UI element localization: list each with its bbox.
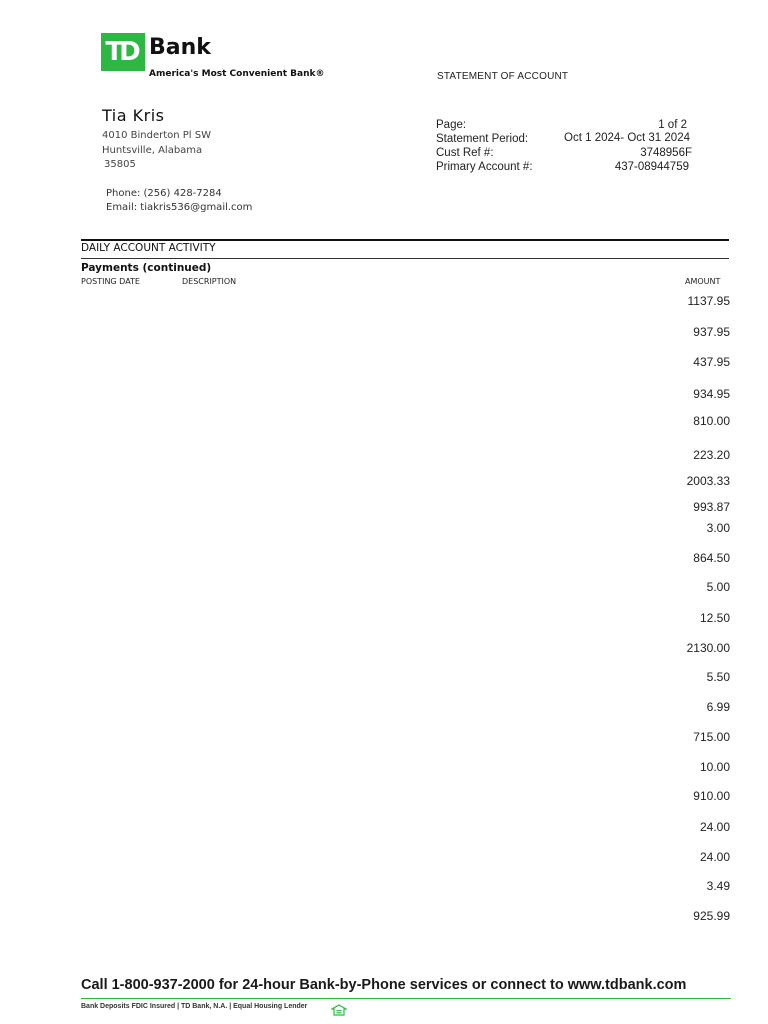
column-header-amount: AMOUNT [685,277,721,286]
info-custref-label: Cust Ref #: [436,147,494,159]
payment-amount: 937.95 [693,325,730,339]
payment-amount: 910.00 [693,789,730,803]
footer-call-text: Call 1-800-937-2000 for 24-hour Bank-by-Phone services or connect to www.tdbank.com [81,977,687,993]
statement-title: STATEMENT OF ACCOUNT [437,71,569,82]
section-rule-top [81,239,729,241]
activity-title: DAILY ACCOUNT ACTIVITY [81,242,216,254]
info-page-label: Page: [436,119,467,131]
info-custref-value: 3748956F [640,147,692,159]
payment-amount: 934.95 [693,387,730,401]
payment-amount: 6.99 [706,700,730,714]
customer-zip: 35805 [104,159,136,170]
payment-amount: 1137.95 [687,294,730,308]
bank-wordmark: Bank [149,35,211,60]
payment-amount: 5.50 [706,670,730,684]
payment-amount: 437.95 [693,355,730,369]
column-header-posting-date: POSTING DATE [81,277,140,286]
payments-subtitle: Payments (continued) [81,262,212,274]
payment-amount: 864.50 [693,551,730,565]
footer-rule [81,998,731,999]
info-account-label: Primary Account #: [436,161,533,173]
payment-amount: 810.00 [693,414,730,428]
payment-amount: 993.87 [693,500,730,514]
customer-name: Tia Kris [102,106,165,125]
payment-amount: 715.00 [693,730,730,744]
payment-amount: 223.20 [693,448,730,462]
payment-amount: 2130.00 [686,641,730,655]
equal-housing-icon [331,1003,347,1015]
payment-amount: 24.00 [699,850,730,864]
info-account-value: 437-08944759 [614,161,689,173]
bank-tagline: America's Most Convenient Bank® [149,69,325,79]
payment-amount: 24.00 [699,820,730,834]
info-period-label: Statement Period: [436,133,529,145]
customer-address-line1: 4010 Binderton Pl SW [102,130,211,141]
payment-amount: 10.00 [699,760,730,774]
td-logo-mark: TD [101,33,145,71]
payment-amount: 3.49 [706,879,730,893]
footer-legal-text: Bank Deposits FDIC Insured | TD Bank, N.A. | Equal Housing Lender [81,1003,308,1010]
payment-amount: 925.99 [693,909,730,923]
payment-amount: 12.50 [699,611,730,625]
customer-phone: Phone: (256) 428-7284 [106,188,222,199]
payment-amount: 3.00 [706,521,730,535]
payment-amount: 2003.33 [686,474,730,488]
info-period-value: Oct 1 2024- Oct 31 2024 [564,132,690,144]
customer-email: Email: tiakris536@gmail.com [106,202,253,213]
column-header-description: DESCRIPTION [182,277,237,286]
customer-address-line2: Huntsville, Alabama [102,145,203,156]
section-rule-bottom [81,258,729,259]
info-page-value: 1 of 2 [658,119,687,131]
payment-amount: 5.00 [706,580,730,594]
